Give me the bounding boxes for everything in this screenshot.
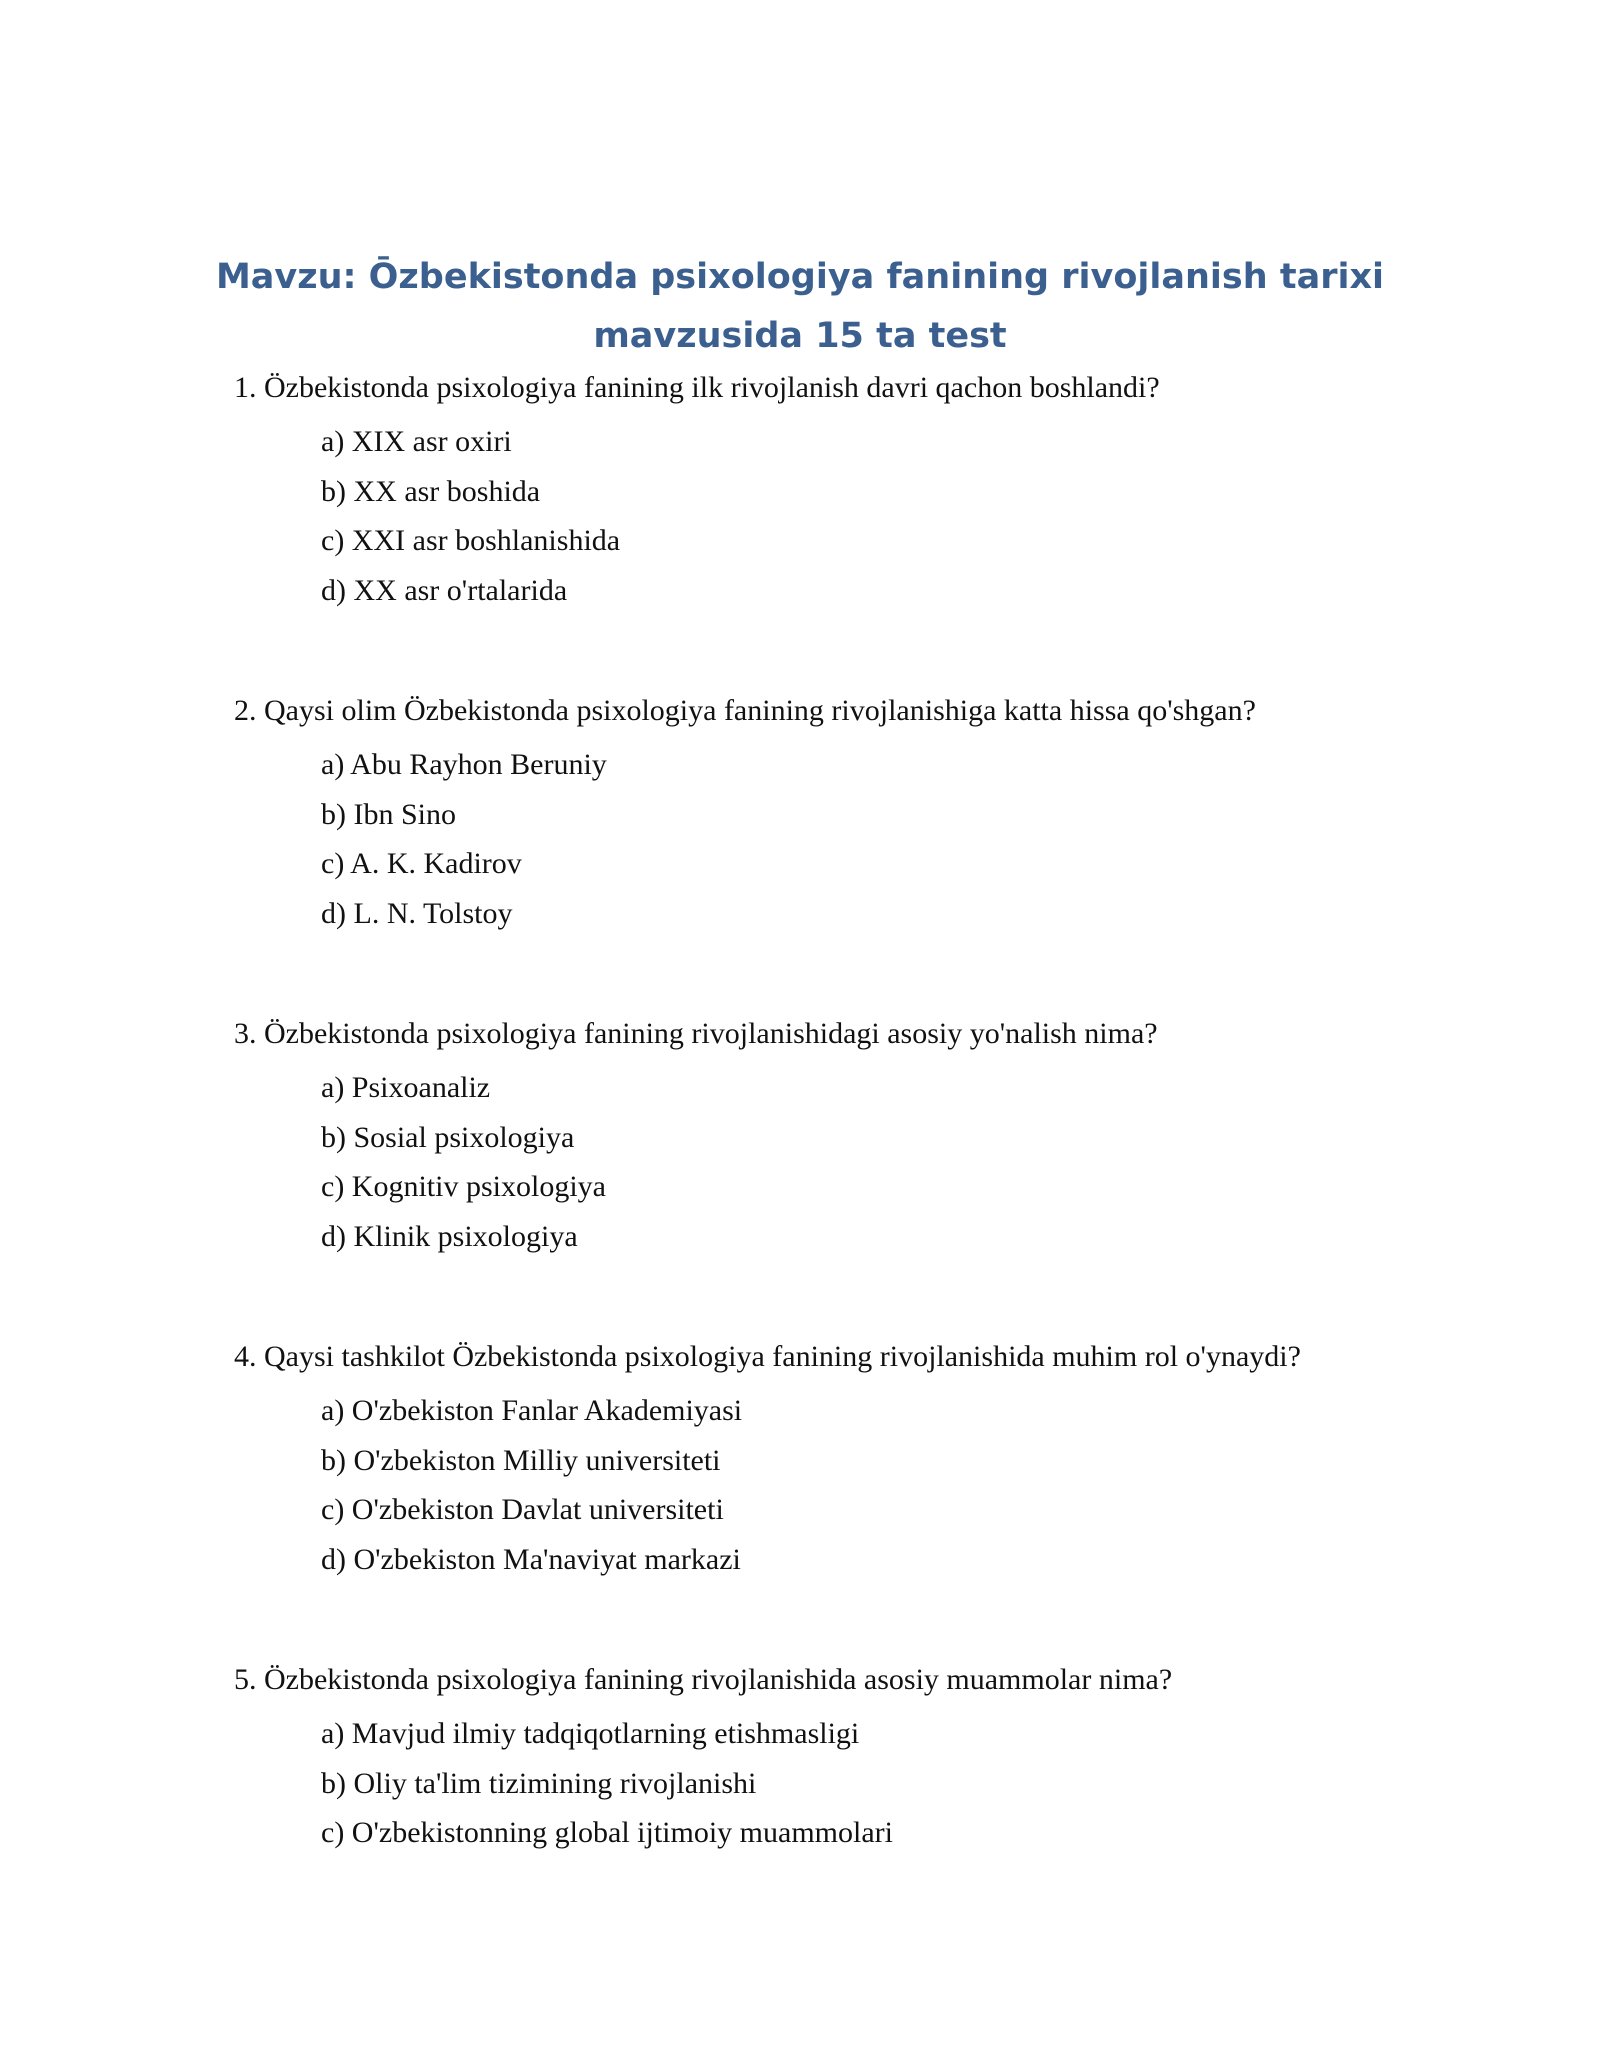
option-a: a) XIX asr oxiri [321,425,512,458]
option-a: a) Mavjud ilmiy tadqiqotlarning etishmasligi [321,1717,860,1750]
question-1 [234,368,1434,620]
answer-options [321,745,1434,943]
answer-options [321,1391,1434,1589]
option-a: a) Psixoanaliz [321,1071,491,1104]
option-c: c) O'zbekistonning global ijtimoiy muammolari [321,1816,893,1849]
option-c: c) A. K. Kadirov [321,847,522,880]
title-line-2: mavzusida 15 ta test [593,316,1007,356]
title-line-1: Mavzu: Ōzbekistonda psixologiya fanining rivojlanish tarixi [215,257,1385,297]
question-3 [234,1014,1434,1266]
question-4 [234,1337,1434,1589]
question-2 [234,691,1434,943]
option-d: d) Klinik psixologiya [321,1219,578,1253]
option-c: c) XXI asr boshlanishida [321,524,621,557]
option-c: c) Kognitiv psixologiya [321,1170,606,1203]
option-b: b) Sosial psixologiya [321,1120,575,1154]
option-b: b) O'zbekiston Milliy universiteti [321,1443,721,1477]
question-text: 2. Qaysi olim Özbekistonda psixologiya fanining rivojlanishiga katta hissa qo'shgan? [234,694,1256,727]
question-text: 3. Özbekistonda psixologiya fanining rivojlanishidagi asosiy yo'nalish nima? [234,1017,1158,1050]
question-5 [234,1660,1434,1863]
option-a: a) Abu Rayhon Beruniy [321,748,607,781]
answer-options [321,422,1434,620]
option-b: b) XX asr boshida [321,474,541,508]
option-d: d) O'zbekiston Ma'naviyat markazi [321,1542,741,1576]
option-b: b) Ibn Sino [321,797,456,831]
option-d: d) XX asr o'rtalarida [321,573,568,607]
answer-options [321,1068,1434,1266]
option-d: d) L. N. Tolstoy [321,896,513,930]
option-a: a) O'zbekiston Fanlar Akademiyasi [321,1394,743,1427]
answer-options [321,1714,1434,1863]
document-title [200,248,1400,366]
option-b: b) Oliy ta'lim tizimining rivojlanishi [321,1766,757,1800]
question-text: 4. Qaysi tashkilot Özbekistonda psixologiya fanining rivojlanishida muhim rol o'ynaydi? [234,1340,1301,1373]
question-text: 1. Özbekistonda psixologiya fanining ilk rivojlanish davri qachon boshlandi? [234,371,1160,404]
question-text: 5. Özbekistonda psixologiya fanining rivojlanishida asosiy muammolar nima? [234,1663,1173,1696]
option-c: c) O'zbekiston Davlat universiteti [321,1493,724,1526]
